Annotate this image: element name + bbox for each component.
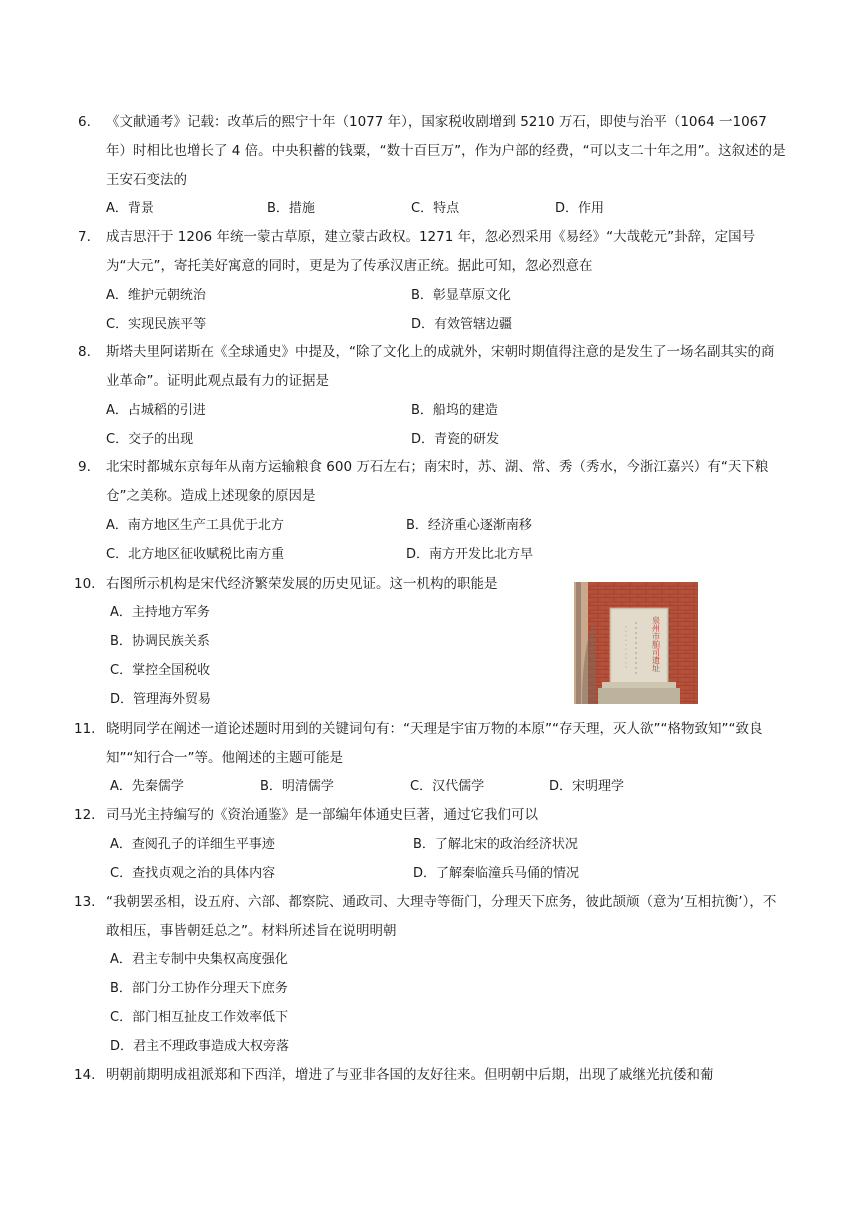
question-stem: “我朝罢丞相，设五府、六部、都察院、通政司、大理寺等衙门，分理天下庶务，彼此颉颃（意为‘互相抗衡’），不敢相压，事皆朝廷总之”。材料所述旨在说明明朝 (106, 894, 777, 939)
option-c: C．部门相互扯皮工作效率低下 (110, 1010, 289, 1025)
question-number: 10. (74, 576, 96, 592)
option-a: A．南方地区生产工具优于北方 (106, 518, 284, 533)
option-c: C．实现民族平等 (106, 317, 207, 332)
option-a: A．占城稻的引进 (106, 403, 206, 418)
question-stem: 明朝前期明成祖派郑和下西洋，增进了与亚非各国的友好往来。但明朝中后期，出现了戚继光抗倭和葡 (106, 1067, 714, 1083)
option-d: D．宋明理学 (549, 779, 625, 794)
option-d: D．有效管辖边疆 (411, 317, 513, 332)
option-a: A．君主专制中央集权高度强化 (110, 952, 288, 967)
option-d: D．了解秦临潼兵马俑的情况 (413, 866, 580, 881)
question-number: 6. (78, 114, 91, 130)
question-12 (74, 801, 786, 830)
option-d: D．青瓷的研发 (411, 432, 500, 447)
question-number: 7. (78, 229, 91, 245)
option-a: A．背景 (106, 201, 154, 216)
question-stem: 司马光主持编写的《资治通鉴》是一部编年体通史巨著，通过它我们可以 (106, 807, 538, 823)
option-d: D．管理海外贸易 (110, 692, 212, 707)
question-14 (74, 1061, 786, 1090)
option-c: C．特点 (411, 201, 460, 216)
question-stem: 《文献通考》记载：改革后的熙宁十年（1077 年），国家税收剧增到 5210 万石，即使与治平（1064 一1067 年）时相比也增长了 4 倍。中央积蓄的钱粟，“数十百巨万”，作为户部的经费，“可以支二十年之用”。这叙述的是王安石变法的 (106, 114, 786, 188)
question-10 (74, 570, 566, 599)
option-d: D．作用 (555, 201, 605, 216)
option-c: C．掌控全国税收 (110, 663, 211, 678)
question-stem: 斯塔夫里阿诺斯在《全球通史》中提及，“除了文化上的成就外，宋朝时期值得注意的是发生了一场名副其实的商业革命”。证明此观点最有力的证据是 (106, 344, 775, 389)
option-c: C．查找贞观之治的具体内容 (110, 866, 276, 881)
option-d: D．南方开发比北方早 (406, 547, 534, 562)
option-a: A．先秦儒学 (110, 779, 184, 794)
option-b: B．部门分工协作分理天下庶务 (110, 981, 288, 996)
question-9 (78, 453, 786, 511)
stele-inscription: 泉州市舶司遗址 (651, 616, 661, 672)
question-number: 11. (74, 721, 96, 737)
question-7 (78, 223, 786, 281)
question-8 (78, 338, 786, 396)
question-6 (78, 108, 786, 195)
question-number: 8. (78, 344, 91, 360)
option-b: B．措施 (267, 201, 315, 216)
option-c: C．交子的出现 (106, 432, 194, 447)
question-stem: 晓明同学在阐述一道论述题时用到的关键词句有：“天理是宇宙万物的本原”“存天理，灭人欲”“格物致知”“致良知”“知行合一”等。他阐述的主题可能是 (106, 721, 763, 766)
option-d: D．君主不理政事造成大权旁落 (110, 1039, 290, 1054)
question-number: 13. (74, 894, 96, 910)
question-number: 12. (74, 807, 96, 823)
question-number: 9. (78, 459, 91, 475)
question-stem: 右图所示机构是宋代经济繁荣发展的历史见证。这一机构的职能是 (106, 576, 498, 592)
question-11 (74, 715, 786, 773)
question-stem: 成吉思汗于 1206 年统一蒙古草原，建立蒙古政权。1271 年，忽必烈采用《易经》“大哉乾元”卦辞，定国号为“大元”，寄托美好寓意的同时，更是为了传承汉唐正统。据此可知，忽必烈意在 (106, 229, 756, 274)
question-stem: 北宋时都城东京每年从南方运输粮食 600 万石左右；南宋时，苏、湖、常、秀（秀水，今浙江嘉兴）有“天下粮仓”之美称。造成上述现象的原因是 (106, 459, 769, 504)
stele-photo (574, 582, 698, 704)
option-c: C．北方地区征收赋税比南方重 (106, 547, 285, 562)
option-b: B．协调民族关系 (110, 634, 210, 649)
option-b: B．船坞的建造 (411, 403, 498, 418)
option-a: A．维护元朝统治 (106, 288, 206, 303)
option-c: C．汉代儒学 (410, 779, 485, 794)
option-b: B．彰显草原文化 (411, 288, 511, 303)
option-b: B．明清儒学 (260, 779, 334, 794)
option-b: B．了解北宋的政治经济状况 (413, 837, 578, 852)
option-a: A．主持地方军务 (110, 605, 210, 620)
option-b: B．经济重心逐渐南移 (406, 518, 532, 533)
question-13 (74, 888, 786, 946)
option-a: A．查阅孔子的详细生平事迹 (110, 837, 275, 852)
question-number: 14. (74, 1067, 96, 1083)
